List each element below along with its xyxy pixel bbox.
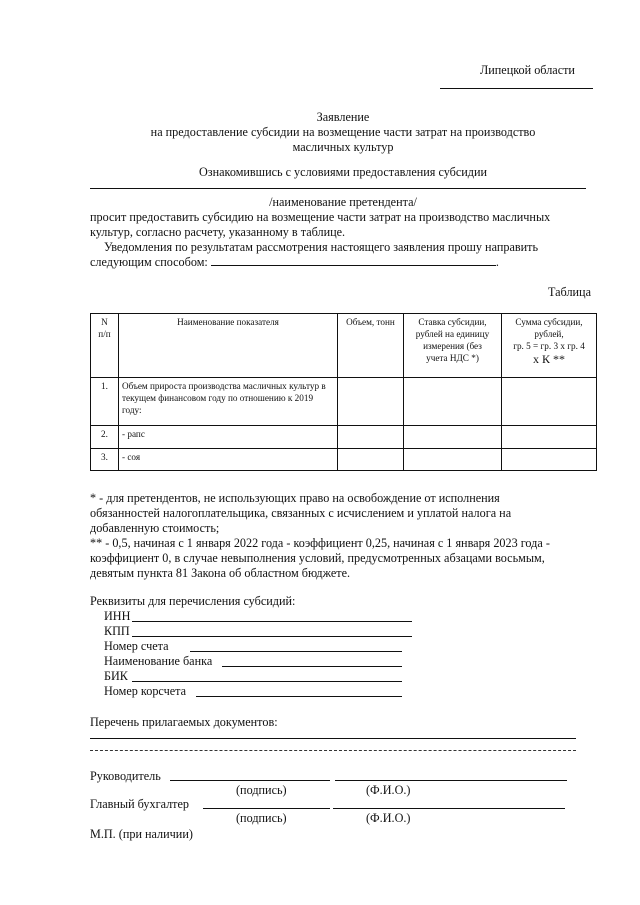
notify-method-field[interactable] [211, 255, 496, 266]
notify-line2 [90, 254, 499, 270]
header-sum-text: Сумма субсидии, рублей, гр. 5 = гр. 3 х гр. 4 [513, 317, 585, 351]
stamp-label: М.П. (при наличии) [90, 827, 193, 841]
accountant-sign-caption: (подпись) [236, 811, 287, 825]
row-num: 1. [91, 378, 119, 426]
row-sum-cell[interactable] [502, 449, 597, 471]
table-header-row [91, 314, 597, 378]
inn-label: ИНН [104, 609, 131, 623]
applicant-caption: /наименование претендента/ [269, 195, 417, 209]
notify-prefix: следующим способом: [90, 255, 208, 269]
row-volume-cell[interactable] [338, 449, 404, 471]
header-sum [502, 314, 597, 378]
row-name: Объем прироста производства масличных культур в текущем финансовом году по отношению к 2019 году: [119, 378, 338, 426]
footnote1-line1: * - для претендентов, не использующих право на освобождение от исполнения [90, 491, 500, 505]
footnote2-line2: коэффициент 0, в случае невыполнения условий, предусмотренных абзацами восьмым, [90, 551, 545, 565]
notify-line1: Уведомления по результатам рассмотрения настоящего заявления прошу направить [104, 240, 539, 254]
row-sum-cell[interactable] [502, 378, 597, 426]
kpp-label: КПП [104, 624, 130, 638]
header-num: N п/п [91, 314, 119, 378]
bank-name-label: Наименование банка [104, 654, 213, 668]
row-volume-cell[interactable] [338, 378, 404, 426]
row-num: 3. [91, 449, 119, 471]
account-label: Номер счета [104, 639, 169, 653]
bik-field[interactable] [132, 681, 402, 682]
inn-field[interactable] [132, 621, 412, 622]
header-name: Наименование показателя [119, 314, 338, 378]
requisites-title: Реквизиты для перечисления субсидий: [90, 594, 296, 608]
accountant-label: Главный бухгалтер [90, 797, 190, 811]
footnote1-line2: обязанностей налогоплательщика, связанных с исчислением и уплатой налога на [90, 506, 512, 520]
header-sum-coef: х К ** [532, 352, 565, 366]
applicant-name-field[interactable] [90, 188, 586, 189]
footnote2-line1: ** - 0,5, начиная с 1 января 2022 года - коэффициент 0,25, начиная с 1 января 2023 года - [90, 536, 550, 550]
table-row [91, 449, 597, 471]
row-rate-cell[interactable] [404, 378, 502, 426]
row-name: - рапс [119, 426, 338, 449]
row-name: - соя [119, 449, 338, 471]
region-signature-line [440, 88, 593, 89]
table-label: Таблица [548, 285, 591, 299]
table-row [91, 426, 597, 449]
documents-field-1[interactable] [90, 738, 576, 739]
subsidy-table [90, 313, 597, 471]
notify-suffix: . [495, 255, 499, 269]
document-subtitle-line1: на предоставление субсидии на возмещение части затрат на производство [150, 125, 536, 139]
row-num: 2. [91, 426, 119, 449]
head-fio-caption: (Ф.И.О.) [366, 783, 411, 797]
footnote1-line3: добавленную стоимость; [90, 521, 220, 535]
table-row [91, 378, 597, 426]
row-rate-cell[interactable] [404, 449, 502, 471]
document-title: Заявление [316, 110, 370, 124]
head-label: Руководитель [90, 769, 161, 783]
request-line2: культур, согласно расчету, указанному в таблице. [90, 225, 346, 239]
corr-account-field[interactable] [196, 696, 402, 697]
document-subtitle-line2: масличных культур [292, 140, 394, 154]
bank-name-field[interactable] [222, 666, 402, 667]
documents-field-2[interactable] [90, 750, 576, 751]
row-sum-cell[interactable] [502, 426, 597, 449]
row-rate-cell[interactable] [404, 426, 502, 449]
header-volume: Объем, тонн [338, 314, 404, 378]
corr-account-label: Номер корсчета [104, 684, 187, 698]
header-rate: Ставка субсидии, рублей на единицу измерения (без учета НДС *) [404, 314, 502, 378]
head-signature-field[interactable] [170, 780, 330, 781]
documents-title: Перечень прилагаемых документов: [90, 715, 278, 729]
accountant-fio-field[interactable] [333, 808, 565, 809]
bik-label: БИК [104, 669, 128, 683]
kpp-field[interactable] [132, 636, 412, 637]
accountant-signature-field[interactable] [203, 808, 330, 809]
account-field[interactable] [190, 651, 402, 652]
footnote2-line3: девятым пункта 81 Закона об областном бюджете. [90, 566, 351, 580]
request-line1: просит предоставить субсидию на возмещение части затрат на производство масличных [90, 210, 551, 224]
region-label: Липецкой области [480, 63, 575, 77]
head-fio-field[interactable] [335, 780, 567, 781]
familiarized-line: Ознакомившись с условиями предоставления субсидии [198, 165, 488, 179]
head-sign-caption: (подпись) [236, 783, 287, 797]
accountant-fio-caption: (Ф.И.О.) [366, 811, 411, 825]
row-volume-cell[interactable] [338, 426, 404, 449]
